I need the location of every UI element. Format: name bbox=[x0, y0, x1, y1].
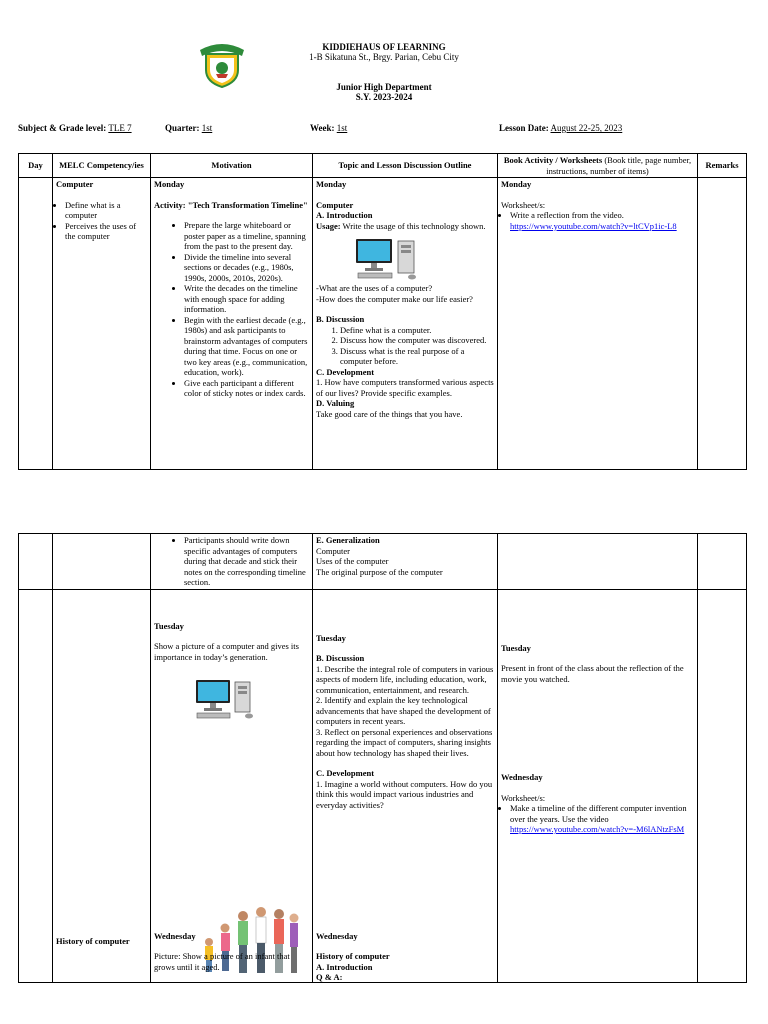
day-cell bbox=[19, 534, 53, 590]
subject-grade bbox=[18, 123, 132, 133]
tuesday-development-text: 1. Imagine a world without computers. How do you think this would impact various industries and everyday activities? bbox=[316, 778, 493, 810]
melc-title: Computer bbox=[56, 179, 94, 189]
motivation-steps bbox=[154, 220, 309, 399]
generalization-line: Computer bbox=[316, 545, 350, 556]
computer-picture bbox=[354, 237, 420, 281]
motivation-step: • Prepare the large whiteboard or poster paper as a timeline, spanning from the past to the present day. bbox=[184, 220, 309, 252]
motivation-cell bbox=[151, 534, 313, 590]
school-year: S.Y. 2023-2024 bbox=[355, 92, 413, 102]
lesson-plan-table-page-1 bbox=[18, 153, 747, 470]
valuing-text: Take good care of the things that you have. bbox=[316, 408, 463, 419]
header-motivation: Motivation bbox=[151, 154, 313, 178]
school-address: 1-B Sikatuna St., Brgy. Parian, Cebu City bbox=[309, 52, 459, 62]
development-text: 1. How have computers transformed various aspects of our lives? Provide specific examples. bbox=[316, 377, 494, 398]
remarks-cell bbox=[698, 589, 747, 982]
tuesday-motivation-text: Show a picture of a computer and gives its importance in today’s generation. bbox=[154, 641, 299, 662]
motivation-steps-continued bbox=[154, 535, 309, 588]
melc-history: History of computer bbox=[56, 935, 130, 946]
tuesday-development-heading: C. Development bbox=[316, 768, 375, 778]
wednesday-worksheet-list bbox=[501, 803, 694, 835]
tuesday-book-text: Present in front of the class about the reflection of the movie you watched. bbox=[501, 663, 684, 684]
wednesday-topic-title: History of computer bbox=[316, 951, 390, 961]
valuing-heading: D. Valuing bbox=[316, 398, 355, 408]
topic-title: Computer bbox=[316, 199, 354, 210]
melc-cell bbox=[53, 589, 151, 982]
remarks-cell bbox=[698, 178, 747, 470]
tuesday-book-day: Tuesday bbox=[501, 642, 531, 653]
video-link[interactable]: https://www.youtube.com/watch?v=ltCVp1ic-L8 bbox=[510, 220, 677, 231]
motivation-activity: Activity: "Tech Transformation Timeline" bbox=[154, 199, 308, 210]
motivation-day: Monday bbox=[154, 179, 185, 189]
header-remarks: Remarks bbox=[698, 154, 747, 178]
quarter-value: 1st bbox=[201, 123, 213, 133]
generalization-line: The original purpose of the computer bbox=[316, 566, 443, 577]
header-book-rest: (Book title, page number, instructions, number of items) bbox=[546, 155, 692, 176]
subject-label: Subject & Grade level: bbox=[18, 123, 107, 133]
melc-cell bbox=[53, 534, 151, 590]
question-uses: -What are the uses of a computer? bbox=[316, 283, 433, 293]
worksheet-text: Make a timeline of the different computer invention over the years. Use the video bbox=[510, 803, 687, 824]
book-cell bbox=[498, 534, 698, 590]
header-book bbox=[498, 154, 698, 178]
school-name: KIDDIEHAUS OF LEARNING bbox=[322, 42, 446, 52]
tuesday-discussion-item: 1. Describe the integral role of computers in various aspects of modern life, including education, work, communication, entertainment, and research. bbox=[316, 663, 494, 695]
discussion-item: 3. Discuss what is the real purpose of a computer before. bbox=[340, 346, 494, 367]
introduction-heading: A. Introduction bbox=[316, 210, 373, 220]
worksheet-item bbox=[510, 803, 694, 835]
day-cell bbox=[19, 589, 53, 982]
header-topic: Topic and Lesson Discussion Outline bbox=[313, 154, 498, 178]
usage-text: Write the usage of this technology shown. bbox=[340, 220, 486, 231]
wednesday-introduction: A. Introduction bbox=[316, 961, 373, 972]
melc-list bbox=[56, 200, 147, 242]
motivation-cell bbox=[151, 178, 313, 470]
worksheet-list bbox=[501, 210, 694, 231]
motivation-step: • Write the decades on the timeline with enough space for adding information. bbox=[184, 283, 309, 315]
wednesday-topic-day: Wednesday bbox=[316, 930, 358, 941]
melc-item: • Perceives the uses of the computer bbox=[65, 221, 147, 242]
computer-picture bbox=[194, 678, 256, 720]
wednesday-book-day: Wednesday bbox=[501, 772, 543, 782]
topic-cell bbox=[313, 589, 498, 982]
generalization-heading: E. Generalization bbox=[316, 535, 380, 545]
quarter-label: Quarter: bbox=[165, 123, 200, 133]
date-label: Lesson Date: bbox=[499, 123, 549, 133]
worksheet-text: Write a reflection from the video. bbox=[510, 210, 624, 220]
week-value: 1st bbox=[336, 123, 348, 133]
department: Junior High Department bbox=[336, 82, 432, 92]
motivation-step: • Divide the timeline into several sections or decades (e.g., 1980s, 1990s, 2000s, 2010s, 2020s). bbox=[184, 252, 309, 284]
tuesday-discussion-heading: B. Discussion bbox=[316, 653, 365, 663]
tuesday-discussion-item: 3. Reflect on personal experiences and observations regarding the impact of computers, sharing insights about how technology has shaped their lives. bbox=[316, 726, 493, 758]
week-label: Week: bbox=[310, 123, 335, 133]
week bbox=[310, 123, 347, 133]
motivation-step: • Give each participant a different color of sticky notes or index cards. bbox=[184, 378, 309, 399]
wednesday-worksheet-label: Worksheet/s: bbox=[501, 792, 546, 803]
day-cell bbox=[19, 178, 53, 470]
melc-cell bbox=[53, 178, 151, 470]
subject-value: TLE 7 bbox=[108, 123, 132, 133]
wednesday-motivation-day: Wednesday bbox=[154, 930, 196, 941]
usage-label: Usage: bbox=[316, 220, 341, 231]
wednesday-qa: Q & A: bbox=[316, 972, 343, 982]
motivation-step: • Begin with the earliest decade (e.g., 1980s) and ask participants to brainstorm advantages of computers during that time. Focus on one or two key areas (e.g., communication, education, work). bbox=[184, 315, 309, 378]
usage-line bbox=[316, 221, 494, 232]
motivation-step: • Participants should write down specific advantages of computers during that decade and stick their notes on the corresponding timeline section. bbox=[184, 535, 309, 588]
book-cell bbox=[498, 178, 698, 470]
header-day: Day bbox=[19, 154, 53, 178]
lesson-plan-table-page-2 bbox=[18, 533, 747, 983]
motivation-cell bbox=[151, 589, 313, 982]
lesson-date bbox=[499, 123, 622, 133]
remarks-cell bbox=[698, 534, 747, 590]
discussion-heading: B. Discussion bbox=[316, 314, 365, 324]
tuesday-motivation-day: Tuesday bbox=[154, 620, 184, 631]
worksheet-item bbox=[510, 210, 694, 231]
video-link[interactable]: https://www.youtube.com/watch?v=-M6lANtzFsM bbox=[510, 824, 685, 834]
topic-cell bbox=[313, 534, 498, 590]
header-book-bold: Book Activity / Worksheets bbox=[503, 155, 603, 165]
quarter bbox=[165, 123, 212, 133]
discussion-item: 1. Define what is a computer. bbox=[340, 325, 494, 336]
topic-cell bbox=[313, 178, 498, 470]
header-melc: MELC Competency/ies bbox=[53, 154, 151, 178]
discussion-list bbox=[316, 325, 494, 367]
development-heading: C. Development bbox=[316, 366, 375, 377]
topic-day: Monday bbox=[316, 179, 347, 189]
discussion-item: 2. Discuss how the computer was discovered. bbox=[340, 335, 494, 346]
worksheet-label: Worksheet/s: bbox=[501, 199, 546, 210]
book-cell bbox=[498, 589, 698, 982]
melc-item: • Define what is a computer bbox=[65, 200, 147, 221]
date-value: August 22-25, 2023 bbox=[550, 123, 623, 133]
question-easier: -How does the computer make our life easier? bbox=[316, 293, 473, 304]
tuesday-discussion-item: 2. Identify and explain the key technological advancements that have shaped the development of computers in recent years. bbox=[316, 695, 491, 726]
book-day: Monday bbox=[501, 179, 532, 189]
wednesday-motivation-text: Picture: Show a picture of an infant that grows until it aged. bbox=[154, 951, 290, 972]
generalization-line: Uses of the computer bbox=[316, 556, 389, 566]
tuesday-topic-day: Tuesday bbox=[316, 632, 346, 643]
